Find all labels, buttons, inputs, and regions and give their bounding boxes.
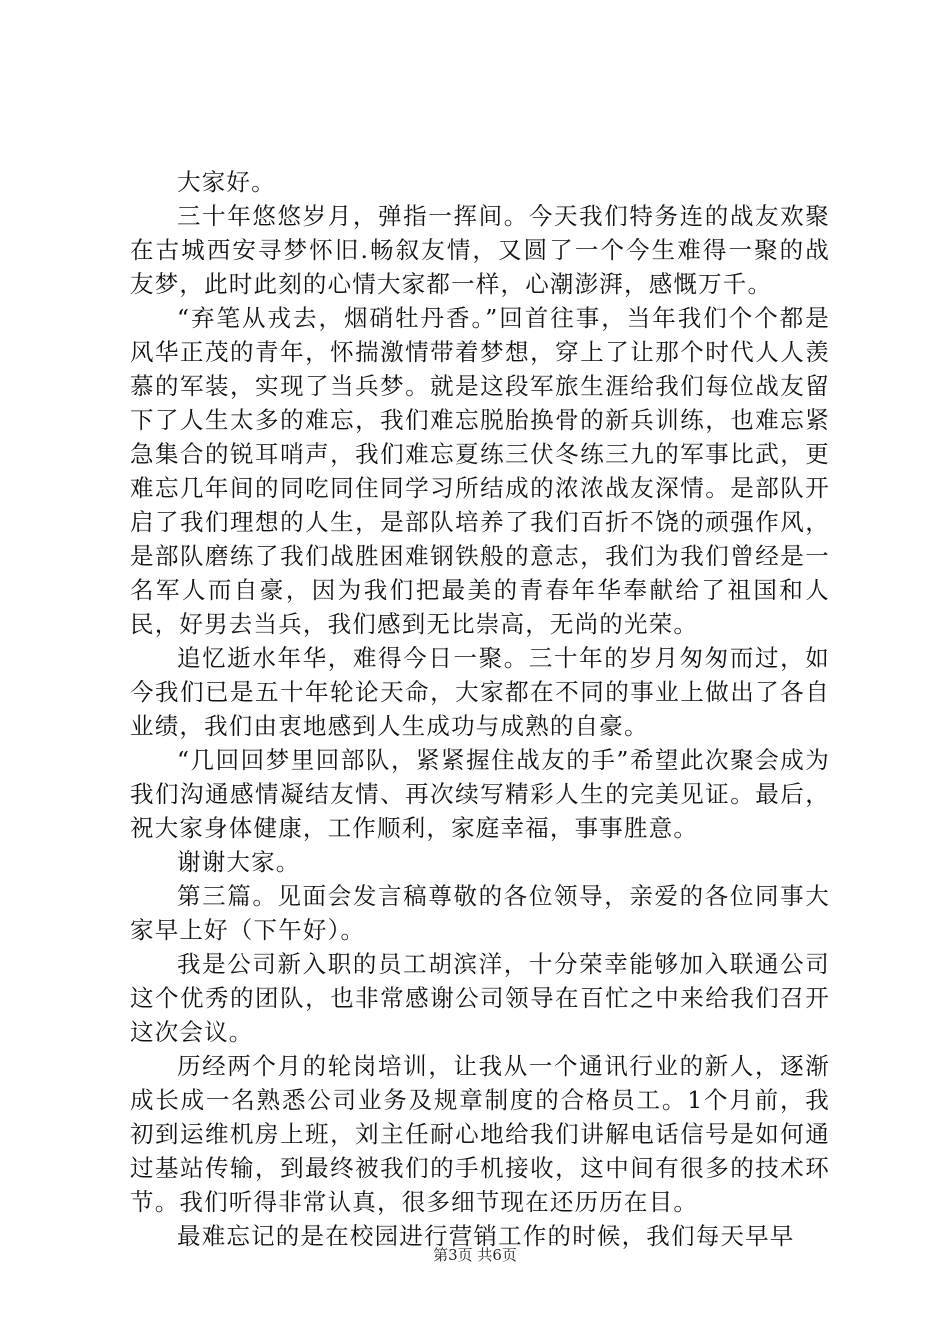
paragraph-wishes: “几回回梦里回部队，紧紧握住战友的手”希望此次聚会成为我们沟通感情凝结友情、再次续写精彩人生的完美见证。最后，祝大家身体健康，工作顺利，家庭幸福，事事胜意。 (130, 746, 830, 842)
page-number-footer: 第3页 共6页 (433, 1246, 517, 1264)
paragraph-section-three: 第三篇。见面会发言稿尊敬的各位领导，亲爱的各位同事大家早上好（下午好）。 (130, 882, 830, 944)
paragraph-greeting: 大家好。 (177, 168, 276, 196)
paragraph-recollection: 追忆逝水年华，难得今日一聚。三十年的岁月匆匆而过，如今我们已是五十年轮论天命，大家都在不同的事业上做出了各自业绩，我们由衷地感到人生成功与成熟的自豪。 (130, 644, 830, 740)
document-body (130, 165, 830, 1253)
paragraph-campus-marketing: 最难忘记的是在校园进行营销工作的时候，我们每天早早 (177, 1222, 795, 1250)
paragraph-training: 历经两个月的轮岗培训，让我从一个通讯行业的新人，逐渐成长成一名熟悉公司业务及规章制度的合格员工。1个月前，我初到运维机房上班，刘主任耐心地给我们讲解电话信号是如何通过基站传输，到最终被我们的手机接收，这中间有很多的技术环节。我们听得非常认真，很多细节现在还历历在目。 (130, 1052, 830, 1216)
paragraph-reunion: 三十年悠悠岁月，弹指一挥间。今天我们特务连的战友欢聚在古城西安寻梦怀旧.畅叙友情，又圆了一个今生难得一聚的战友梦，此时此刻的心情大家都一样，心潮澎湃，感慨万千。 (130, 202, 830, 298)
paragraph-thanks: 谢谢大家。 (177, 848, 301, 876)
paragraph-military-memories: “弃笔从戎去，烟硝牡丹香。”回首往事，当年我们个个都是风华正茂的青年，怀揣激情带着梦想，穿上了让那个时代人人羡慕的军装，实现了当兵梦。就是这段军旅生涯给我们每位战友留下了人生太多的难忘，我们难忘脱胎换骨的新兵训练，也难忘紧急集合的锐耳哨声，我们难忘夏练三伏冬练三九的军事比武，更难忘几年间的同吃同住同学习所结成的浓浓战友深情。是部队开启了我们理想的人生，是部队培养了我们百折不饶的顽强作风，是部队磨练了我们战胜困难钢铁般的意志，我们为我们曾经是一名军人而自豪，因为我们把最美的青春年华奉献给了祖国和人民，好男去当兵，我们感到无比崇高，无尚的光荣。 (130, 304, 830, 638)
paragraph-introduction: 我是公司新入职的员工胡滨洋，十分荣幸能够加入联通公司这个优秀的团队，也非常感谢公司领导在百忙之中来给我们召开这次会议。 (130, 950, 830, 1046)
